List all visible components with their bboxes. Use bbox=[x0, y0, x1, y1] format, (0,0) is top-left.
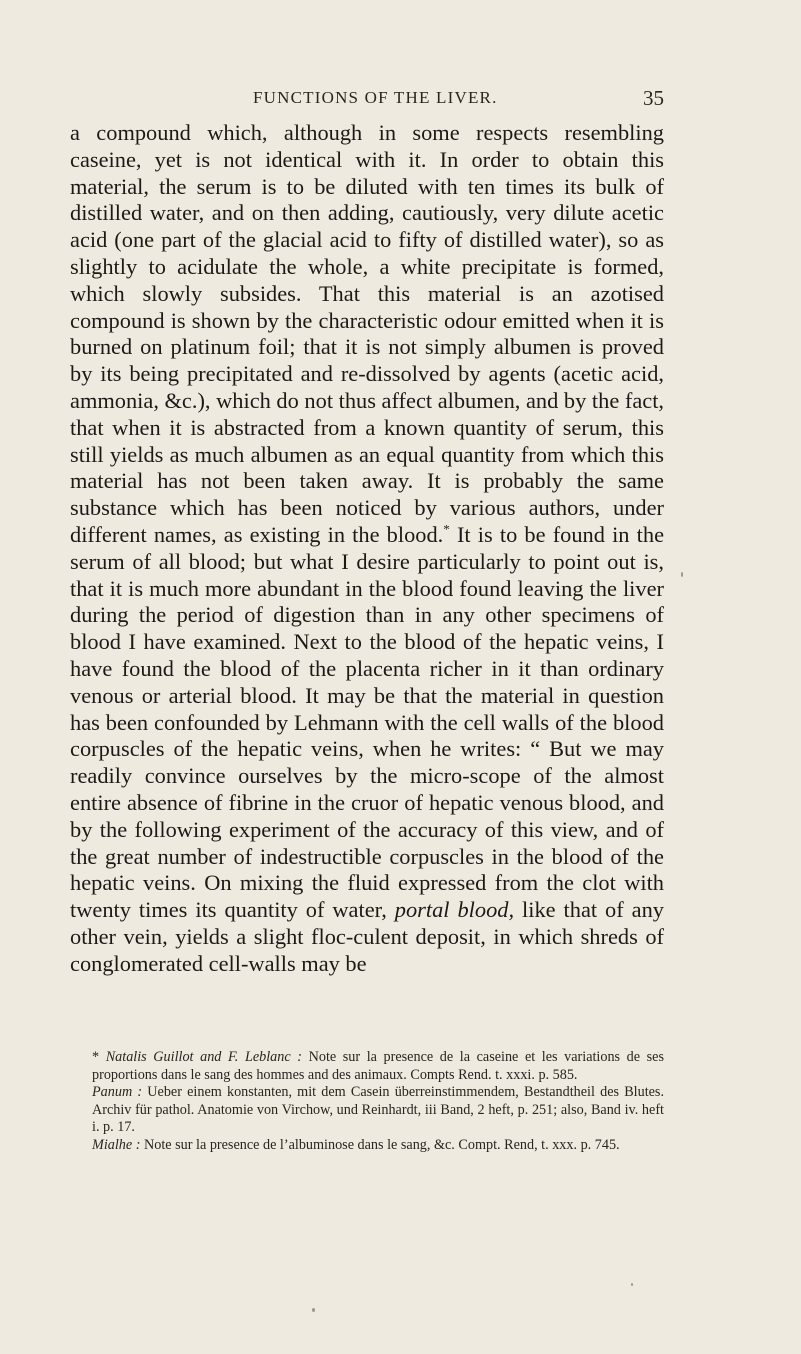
footnotes bbox=[70, 1049, 664, 1155]
main-text bbox=[70, 120, 664, 978]
body-text-part-3: like that of any other vein, yields a slight floc-culent deposit, in which shreds of conglomerated cell-walls may be bbox=[70, 897, 664, 976]
footnote-text: Ueber einem konstanten, mit dem Casein überreinstimmendem, Bestandtheil des Blutes. Archiv für pathol. Anatomie von Virchow, und Reinhardt, iii Band, 2 heft, p. 251; also, Band iv. heft i. p. 17. bbox=[92, 1084, 665, 1136]
body-text-part-1: a compound which, although in some respects resembling caseine, yet is not identical with it. In order to obtain this material, the serum is to be diluted with ten times its bulk of distilled water, and on then adding, cautiously, very dilute acetic acid (one part of the glacial acid to fifty of distilled water), so as slightly to acidulate the whole, a white precipitate is formed, which slowly subsides. That this material is an azotised compound is shown by the characteristic odour emitted when it is burned on platinum foil; that it is not simply albumen is proved by its being precipitated and re-dissolved by agents (acetic acid, ammonia, &c.), which do not thus affect albumen, and by the fact, that when it is abstracted from a known quantity of serum, this still yields as much albumen as an equal quantity from which this material has not been taken away. It is probably the same substance which has been noticed by various authors, under different names, as existing in the blood. bbox=[70, 120, 665, 547]
footnote bbox=[70, 1049, 664, 1084]
footnote bbox=[70, 1137, 664, 1155]
paper-speck bbox=[312, 1308, 315, 1312]
footnote-author: Panum : bbox=[92, 1084, 143, 1101]
footnote-author: Natalis Guillot and F. Leblanc : bbox=[105, 1049, 302, 1065]
footnote-marker: * bbox=[92, 1049, 106, 1065]
footnote-reference: * bbox=[443, 521, 450, 537]
footnote-text: Note sur la presence de la caseine et les variations de ses proportions dans le sang des hommes and des animaux. Compts Rend. t. xxxi. p. 585. bbox=[92, 1049, 665, 1083]
footnote bbox=[70, 1084, 664, 1137]
running-head: FUNCTIONS OF THE LIVER. bbox=[253, 88, 498, 107]
page-number: 35 bbox=[643, 86, 664, 110]
body-paragraph bbox=[70, 120, 664, 978]
footnote-author: Mialhe : bbox=[92, 1136, 141, 1153]
footnote-text: Note sur la presence de l’albuminose dans le sang, &c. Compt. Rend, t. xxx. p. 745. bbox=[140, 1136, 620, 1153]
page-header bbox=[76, 86, 664, 116]
paper-speck bbox=[681, 572, 683, 577]
paper-speck bbox=[631, 1283, 633, 1286]
body-text-part-2: It is to be found in the serum of all blood; but what I desire particularly to point out is, that it is much more abundant in the blood found leaving the liver during the period of digestion than in any other specimens of blood I have examined. Next to the blood of the hepatic veins, I have found the blood of the placenta richer in it than ordinary venous or arterial blood. It may be that the material in question has been confounded by Lehmann with the cell walls of the blood corpuscles of the hepatic veins, when he writes: “ But we may readily convince ourselves by the micro-scope of the almost entire absence of fibrine in the cruor of hepatic venous blood, and by the following experiment of the accuracy of this view, and of the great number of indestructible corpuscles in the blood of the hepatic veins. On mixing the fluid expressed from the clot with twenty times its quantity of water, bbox=[70, 521, 665, 923]
italic-phrase: portal blood, bbox=[394, 897, 515, 923]
